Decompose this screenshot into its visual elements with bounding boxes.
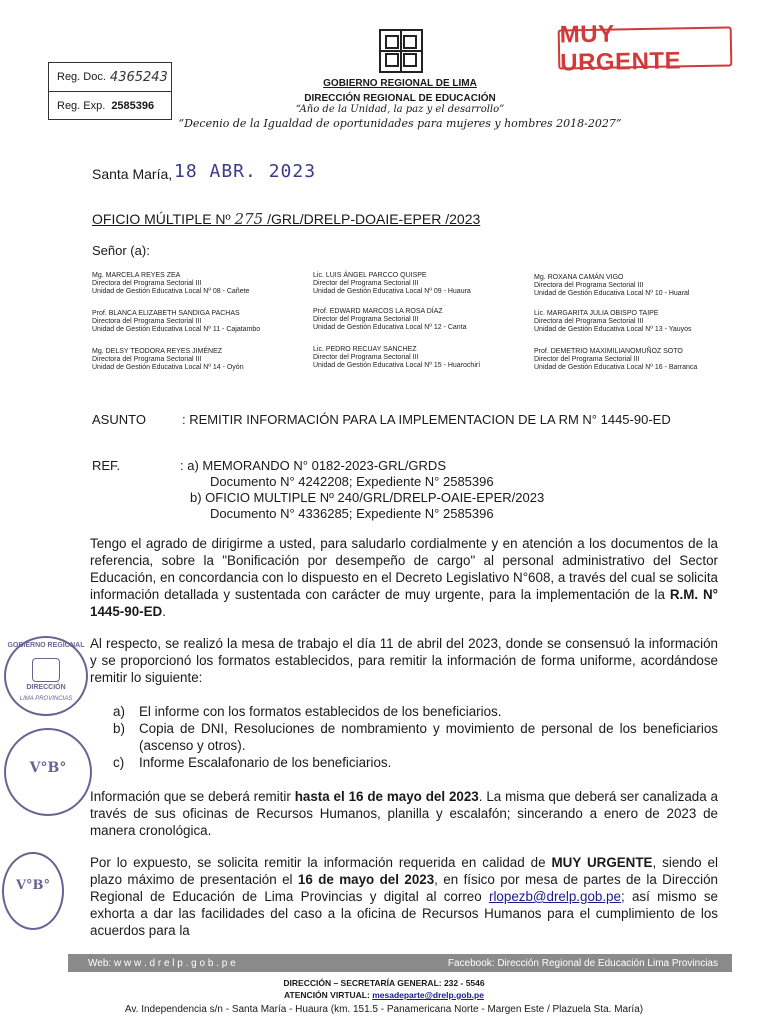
list-item <box>113 720 718 754</box>
recipient-8 <box>313 346 543 370</box>
recipient-6 <box>534 310 764 334</box>
footer-phone: DIRECCIÓN – SECRETARÍA GENERAL: 232 - 5546 <box>283 978 485 988</box>
recipient-name: Prof. EDWARD MARCOS LA ROSA DÍAZ <box>313 308 443 315</box>
oficio-number: 275 <box>234 210 264 228</box>
recipient-unit: Unidad de Gestión Educativa Local Nº 16 - Barranca <box>534 364 698 371</box>
paragraph-4 <box>90 854 718 939</box>
recipient-role: Directora del Programa Sectorial III <box>92 318 202 325</box>
recipient-role: Directora del Programa Sectorial III <box>534 318 644 325</box>
recipient-name: Mg. DELSY TEODORA REYES JIMÉNEZ <box>92 348 223 355</box>
recipient-2 <box>313 272 543 296</box>
paragraph-4-bold-urgent: MUY URGENTE <box>551 855 653 870</box>
directorate-name: DIRECCIÓN REGIONAL DE EDUCACIÓN <box>304 93 496 104</box>
recipient-name: Prof. BLANCA ELIZABETH SANDIGA PACHAS <box>92 310 240 317</box>
salutation: Señor (a): <box>92 243 150 258</box>
reference-b-detail: Documento N° 4336285; Expediente N° 2585396 <box>210 506 494 521</box>
approval-seal-2 <box>2 852 64 930</box>
reference-a-title: : a) MEMORANDO N° 0182-2023-GRL/GRDS <box>180 458 446 473</box>
recipient-role: Directora del Programa Sectorial III <box>92 280 202 287</box>
footer-bar <box>68 954 732 972</box>
recipient-name: Prof. DEMETRIO MAXIMILIANOMUÑOZ SOTO <box>534 348 683 355</box>
paragraph-3-end: . La misma que deberá ser canalizada a través de sus oficinas de Recursos Humanos, planilla y escalafón; sincerando a enero de 2023 de manera cronológica. <box>90 789 718 838</box>
paragraph-4-text: Por lo expuesto, se solicita remitir la información requerida en calidad de <box>90 855 552 870</box>
list-item <box>113 754 718 771</box>
government-crest-logo <box>378 28 424 74</box>
footer-virtual <box>0 990 768 1000</box>
paragraph-4-text-2: , siendo el plazo máximo de presentación el <box>90 855 718 887</box>
registry-exp-value: 2585396 <box>111 99 155 112</box>
subject-label: ASUNTO <box>92 412 146 427</box>
footer-virtual-label: ATENCIÓN VIRTUAL: <box>284 990 373 1000</box>
recipient-role: Director del Programa Sectorial III <box>534 356 640 363</box>
regional-government-seal <box>4 636 88 716</box>
list-text: Copia de DNI, Resoluciones de nombramiento y movimiento de personal de los beneficiarios (ascenso y otros). <box>139 721 718 753</box>
recipient-role: Director del Programa Sectorial III <box>313 280 419 287</box>
recipient-unit: Unidad de Gestión Educativa Local Nº 08 - Cañete <box>92 288 250 295</box>
list-marker: b) <box>113 721 125 736</box>
reference-label: REF. <box>92 458 121 473</box>
subject-text: : REMITIR INFORMACIÓN PARA LA IMPLEMENTACION DE LA RM N° 1445-90-ED <box>182 412 671 427</box>
recipient-4 <box>92 310 322 334</box>
list-text: Informe Escalafonario de los beneficiarios. <box>139 755 392 770</box>
paragraph-4-text-4: ; así mismo se exhorta a dar las facilidades del caso a la oficina de Recursos Humanos para el cumplimiento de los acuerdos para la <box>90 889 718 938</box>
recipient-name: Lic. PEDRO RECUAY SANCHEZ <box>313 346 417 353</box>
oficio-number-line <box>92 210 480 228</box>
recipient-role: Director del Programa Sectorial III <box>313 354 419 361</box>
footer-facebook: Facebook: Dirección Regional de Educación Lima Provincias <box>447 957 718 969</box>
contact-email-link[interactable]: rlopezb@drelp.gob.pe <box>488 889 621 904</box>
recipient-3 <box>534 274 764 298</box>
recipient-role: Directora del Programa Sectorial III <box>534 282 644 289</box>
seal-approval-mark: V°B° <box>29 760 67 776</box>
oficio-suffix: /GRL/DRELP-DOAIE-EPER /2023 <box>267 211 481 227</box>
seal-top-text: GOBIERNO REGIONAL <box>7 642 85 649</box>
oficio-prefix: OFICIO MÚLTIPLE Nº <box>92 211 231 227</box>
recipient-1 <box>92 272 322 296</box>
date-stamp: 18 ABR. 2023 <box>174 161 317 182</box>
recipient-unit: Unidad de Gestión Educativa Local Nº 13 - Yauyos <box>534 326 692 333</box>
paragraph-1-end: . <box>162 604 166 619</box>
seal-middle-text: DIRECCIÓN <box>26 684 66 691</box>
paragraph-1-bold: R.M. N° 1445-90-ED <box>90 587 718 619</box>
registry-exp-row <box>49 91 171 119</box>
seal-bottom-text: LIMA PROVINCIAS <box>19 696 73 702</box>
paragraph-4-bold-date: 16 de mayo del 2023 <box>297 872 435 887</box>
list-text: El informe con los formatos establecidos de los beneficiarios. <box>139 704 502 719</box>
recipient-role: Directora del Programa Sectorial III <box>92 356 202 363</box>
recipient-unit: Unidad de Gestión Educativa Local Nº 09 - Huaura <box>313 288 471 295</box>
recipient-unit: Unidad de Gestión Educativa Local Nº 15 - Huarochirí <box>313 362 481 369</box>
paragraph-4-text-3: , en físico por mesa de partes de la Dirección Regional de Educación de Lima Provincias y digital al correo <box>90 872 718 904</box>
recipient-role: Director del Programa Sectorial III <box>313 316 419 323</box>
list-item <box>113 703 718 720</box>
recipient-9 <box>534 348 764 372</box>
reference-b-title: b) OFICIO MULTIPLE Nº 240/GRL/DRELP-OAIE-EPER/2023 <box>190 490 545 505</box>
list-marker: a) <box>113 704 125 719</box>
urgent-stamp: MUY URGENTE <box>558 26 733 69</box>
recipient-name: Lic. MARGARITA JULIA OBISPO TAIPE <box>534 310 659 317</box>
paragraph-3-text: Información que se deberá remitir <box>90 789 295 804</box>
recipient-unit: Unidad de Gestión Educativa Local Nº 14 - Oyón <box>92 364 244 371</box>
registry-exp-label: Reg. Exp. <box>57 99 106 112</box>
approval-seal <box>4 728 92 816</box>
recipient-unit: Unidad de Gestión Educativa Local Nº 12 - Canta <box>313 324 467 331</box>
reference-a-detail: Documento N° 4242208; Expediente N° 2585396 <box>210 474 494 489</box>
registry-box <box>48 62 172 120</box>
year-motto: “Año de la Unidad, la paz y el desarrollo” <box>295 104 505 115</box>
recipient-name: Mg. MARCELA REYES ZEA <box>92 272 181 279</box>
recipient-5 <box>313 308 543 332</box>
paragraph-2: Al respecto, se realizó la mesa de trabajo el día 11 de abril del 2023, donde se consensuó la información y se proporcionó los formatos establecidos, para remitir la información de forma uniforme, acordándose remitir lo siguiente: <box>90 636 718 685</box>
paragraph-3 <box>90 788 718 839</box>
recipient-unit: Unidad de Gestión Educativa Local Nº 10 - Huaral <box>534 290 690 297</box>
crest-icon <box>32 658 60 682</box>
paragraph-3-bold: hasta el 16 de mayo del 2023 <box>294 789 479 804</box>
recipient-unit: Unidad de Gestión Educativa Local Nº 11 - Cajatambo <box>92 326 261 333</box>
recipient-7 <box>92 348 322 372</box>
registry-doc-row <box>49 63 171 91</box>
seal-approval-mark-2: V°B° <box>15 878 51 893</box>
footer-virtual-email-link[interactable]: mesadeparte@drelp.gob.pe <box>372 990 484 1000</box>
footer-web: Web: w w w . d r e l p . g o b . p e <box>88 957 236 969</box>
footer-address: Av. Independencia s/n - Santa María - Huaura (km. 151.5 - Panamericana Norte - Margen Este / Plazuela Sta. María) <box>124 1004 644 1015</box>
requirements-list <box>113 703 718 771</box>
registry-doc-label: Reg. Doc. <box>57 71 106 83</box>
decade-motto: “Decenio de la Igualdad de oportunidades para mujeres y hombres 2018-2027” <box>178 117 622 130</box>
place: Santa María, <box>92 166 173 182</box>
institution-name: GOBIERNO REGIONAL DE LIMA <box>323 78 477 89</box>
paragraph-1-text: Tengo el agrado de dirigirme a usted, para saludarlo cordialmente y en atención a los documentos de la referencia, sobre la "Bonificación por desempeño de cargo" al personal administrativo del Sector Educación, en concordancia con lo dispuesto en el Decreto Legislativo N°608, a través del cual se solicita información detallada y sustentada con carácter de muy urgente, para la implementación de la <box>90 536 718 602</box>
reference-list <box>180 458 544 522</box>
recipient-name: Lic. LUIS ÁNGEL PARCCO QUISPE <box>313 272 427 279</box>
list-marker: c) <box>113 755 125 770</box>
recipient-name: Mg. ROXANA CAMÁN VIGO <box>534 274 624 281</box>
registry-doc-value: 4365243 <box>109 69 168 85</box>
paragraph-1 <box>90 535 718 620</box>
